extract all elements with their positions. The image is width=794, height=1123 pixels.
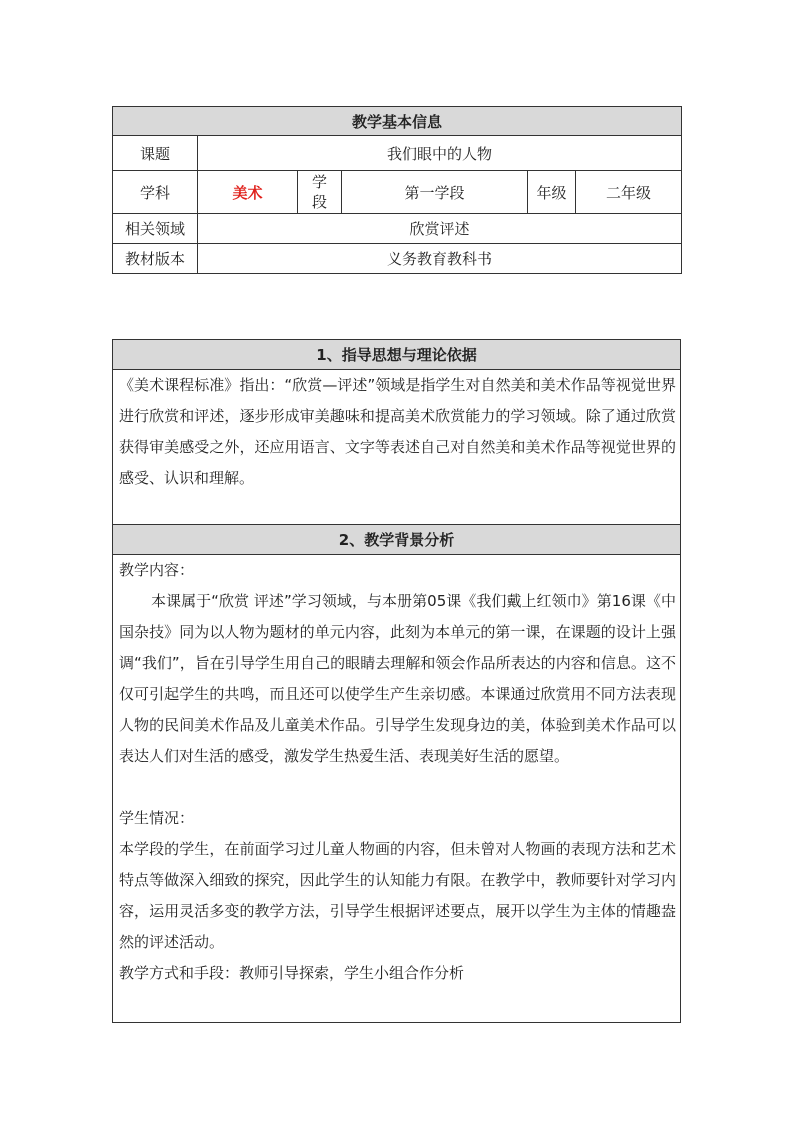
topic-label: 课题 — [113, 136, 198, 171]
subject-label: 学科 — [113, 171, 198, 214]
content-label: 教学内容： — [119, 561, 195, 579]
basic-info-header: 教学基本信息 — [113, 107, 682, 136]
method-line: 教学方式和手段：教师引导探索，学生小组合作分析 — [119, 964, 465, 982]
stage-value: 第一学段 — [342, 171, 528, 214]
field-value: 欣赏评述 — [198, 214, 682, 244]
basic-info-table — [112, 106, 682, 274]
topic-value: 我们眼中的人物 — [198, 136, 682, 171]
edition-label: 教材版本 — [113, 244, 198, 274]
section2-header: 2、教学背景分析 — [113, 525, 681, 555]
content-paragraph: 本课属于“欣赏 评述”学习领域，与本册第05课《我们戴上红领巾》第16课《中国杂技》同为以人物为题材的单元内容，此刻为本单元的第一课，在课题的设计上强调“我们”，旨在引导学生用自己的眼睛去理解和领会作品所表达的内容和信息。这不仅可引起学生的共鸣，而且还可以使学生产生亲切感。本课通过欣赏用不同方法表现人物的民间美术作品及儿童美术作品。引导学生发现身边的美，体验到美术作品可以表达人们对生活的感受，激发学生热爱生活、表现美好生活的愿望。 — [119, 592, 676, 765]
stage-label: 学 段 — [298, 171, 342, 214]
students-label: 学生情况： — [119, 809, 195, 827]
analysis-table — [112, 339, 681, 1023]
field-label: 相关领域 — [113, 214, 198, 244]
spacer — [119, 772, 676, 803]
subject-value: 美术 — [198, 171, 298, 214]
edition-value: 义务教育教科书 — [198, 244, 682, 274]
grade-label: 年级 — [528, 171, 576, 214]
guideline-paragraph: 《美术课程标准》指出：“欣赏—评述”领域是指学生对自然美和美术作品等视觉世界进行欣赏和评述，逐步形成审美趣味和提高美术欣赏能力的学习领域。除了通过欣赏获得审美感受之外，还应用语言、文字等表述自己对自然美和美术作品等视觉世界的感受、认识和理解。 — [119, 376, 676, 487]
section1-body — [113, 370, 681, 525]
students-paragraph: 本学段的学生，在前面学习过儿童人物画的内容，但未曾对人物画的表现方法和艺术特点等做深入细致的探究，因此学生的认知能力有限。在教学中，教师要针对学习内容，运用灵活多变的教学方法，引导学生根据评述要点，展开以学生为主体的情趣盎然的评述活动。 — [119, 840, 676, 951]
section1-header: 1、指导思想与理论依据 — [113, 340, 681, 370]
grade-value: 二年级 — [576, 171, 682, 214]
section2-body — [113, 555, 681, 1023]
